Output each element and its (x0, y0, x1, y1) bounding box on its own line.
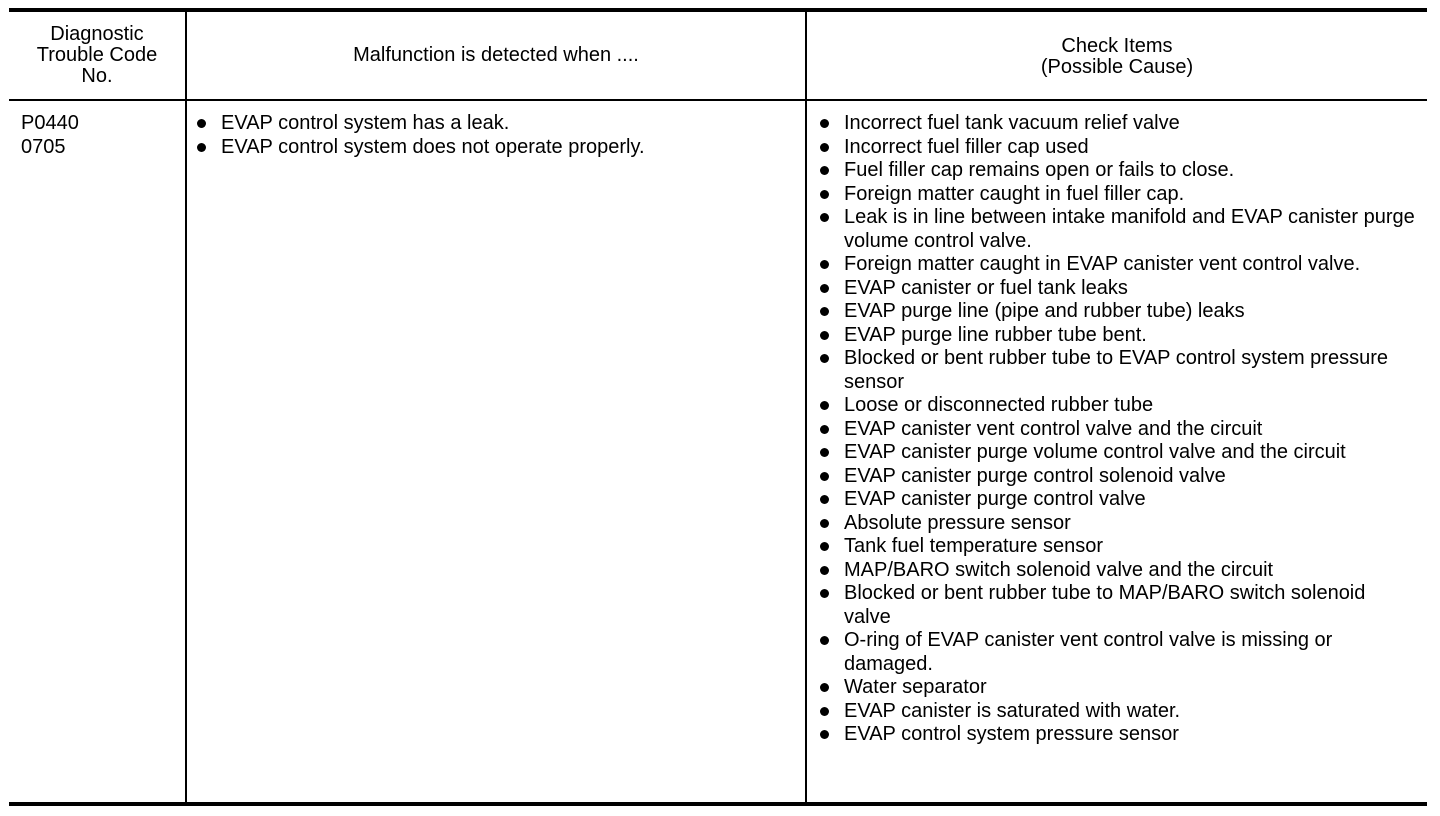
check-item: Incorrect fuel tank vacuum relief valve (815, 112, 1415, 136)
header-malfunction: Malfunction is detected when .... (353, 44, 639, 66)
check-item: Blocked or bent rubber tube to EVAP control system pressure sensor (815, 347, 1415, 394)
malfunction-item: EVAP control system does not operate properly. (192, 136, 792, 160)
check-item: EVAP purge line (pipe and rubber tube) leaks (815, 300, 1415, 324)
column-divider (185, 12, 187, 802)
diagnostic-table (9, 8, 1427, 806)
trouble-code: P0440 (21, 112, 79, 134)
check-item: Water separator (815, 676, 1415, 700)
check-item: EVAP canister vent control valve and the circuit (815, 418, 1415, 442)
check-item: EVAP control system pressure sensor (815, 723, 1415, 747)
check-item: Absolute pressure sensor (815, 512, 1415, 536)
trouble-code: 0705 (21, 135, 66, 158)
column-divider (805, 12, 807, 802)
check-item: EVAP canister or fuel tank leaks (815, 277, 1415, 301)
malfunction-item: EVAP control system has a leak. (192, 112, 792, 136)
check-item: EVAP canister purge volume control valve and the circuit (815, 441, 1415, 465)
check-item: Loose or disconnected rubber tube (815, 394, 1415, 418)
header-check-items: Check Items (Possible Cause) (1040, 34, 1194, 78)
check-items-list (815, 112, 1415, 747)
check-item: Leak is in line between intake manifold and EVAP canister purge volume control valve. (815, 206, 1415, 253)
check-item: EVAP canister purge control solenoid valve (815, 465, 1415, 489)
check-item: Foreign matter caught in EVAP canister vent control valve. (815, 253, 1415, 277)
check-item: EVAP canister purge control valve (815, 488, 1415, 512)
header-divider (9, 99, 1427, 101)
check-item: O-ring of EVAP canister vent control valve is missing or damaged. (815, 629, 1415, 676)
check-item: Blocked or bent rubber tube to MAP/BARO switch solenoid valve (815, 582, 1415, 629)
check-item: MAP/BARO switch solenoid valve and the circuit (815, 559, 1415, 583)
check-item: Foreign matter caught in fuel filler cap. (815, 183, 1415, 207)
check-item: EVAP canister is saturated with water. (815, 700, 1415, 724)
check-item: Tank fuel temperature sensor (815, 535, 1415, 559)
check-item: EVAP purge line rubber tube bent. (815, 324, 1415, 348)
malfunction-list (192, 112, 792, 159)
trouble-code-cell (21, 112, 79, 159)
check-item: Fuel filler cap remains open or fails to close. (815, 159, 1415, 183)
check-item: Incorrect fuel filler cap used (815, 136, 1415, 160)
header-trouble-code: Diagnostic Trouble Code No. (36, 23, 158, 87)
